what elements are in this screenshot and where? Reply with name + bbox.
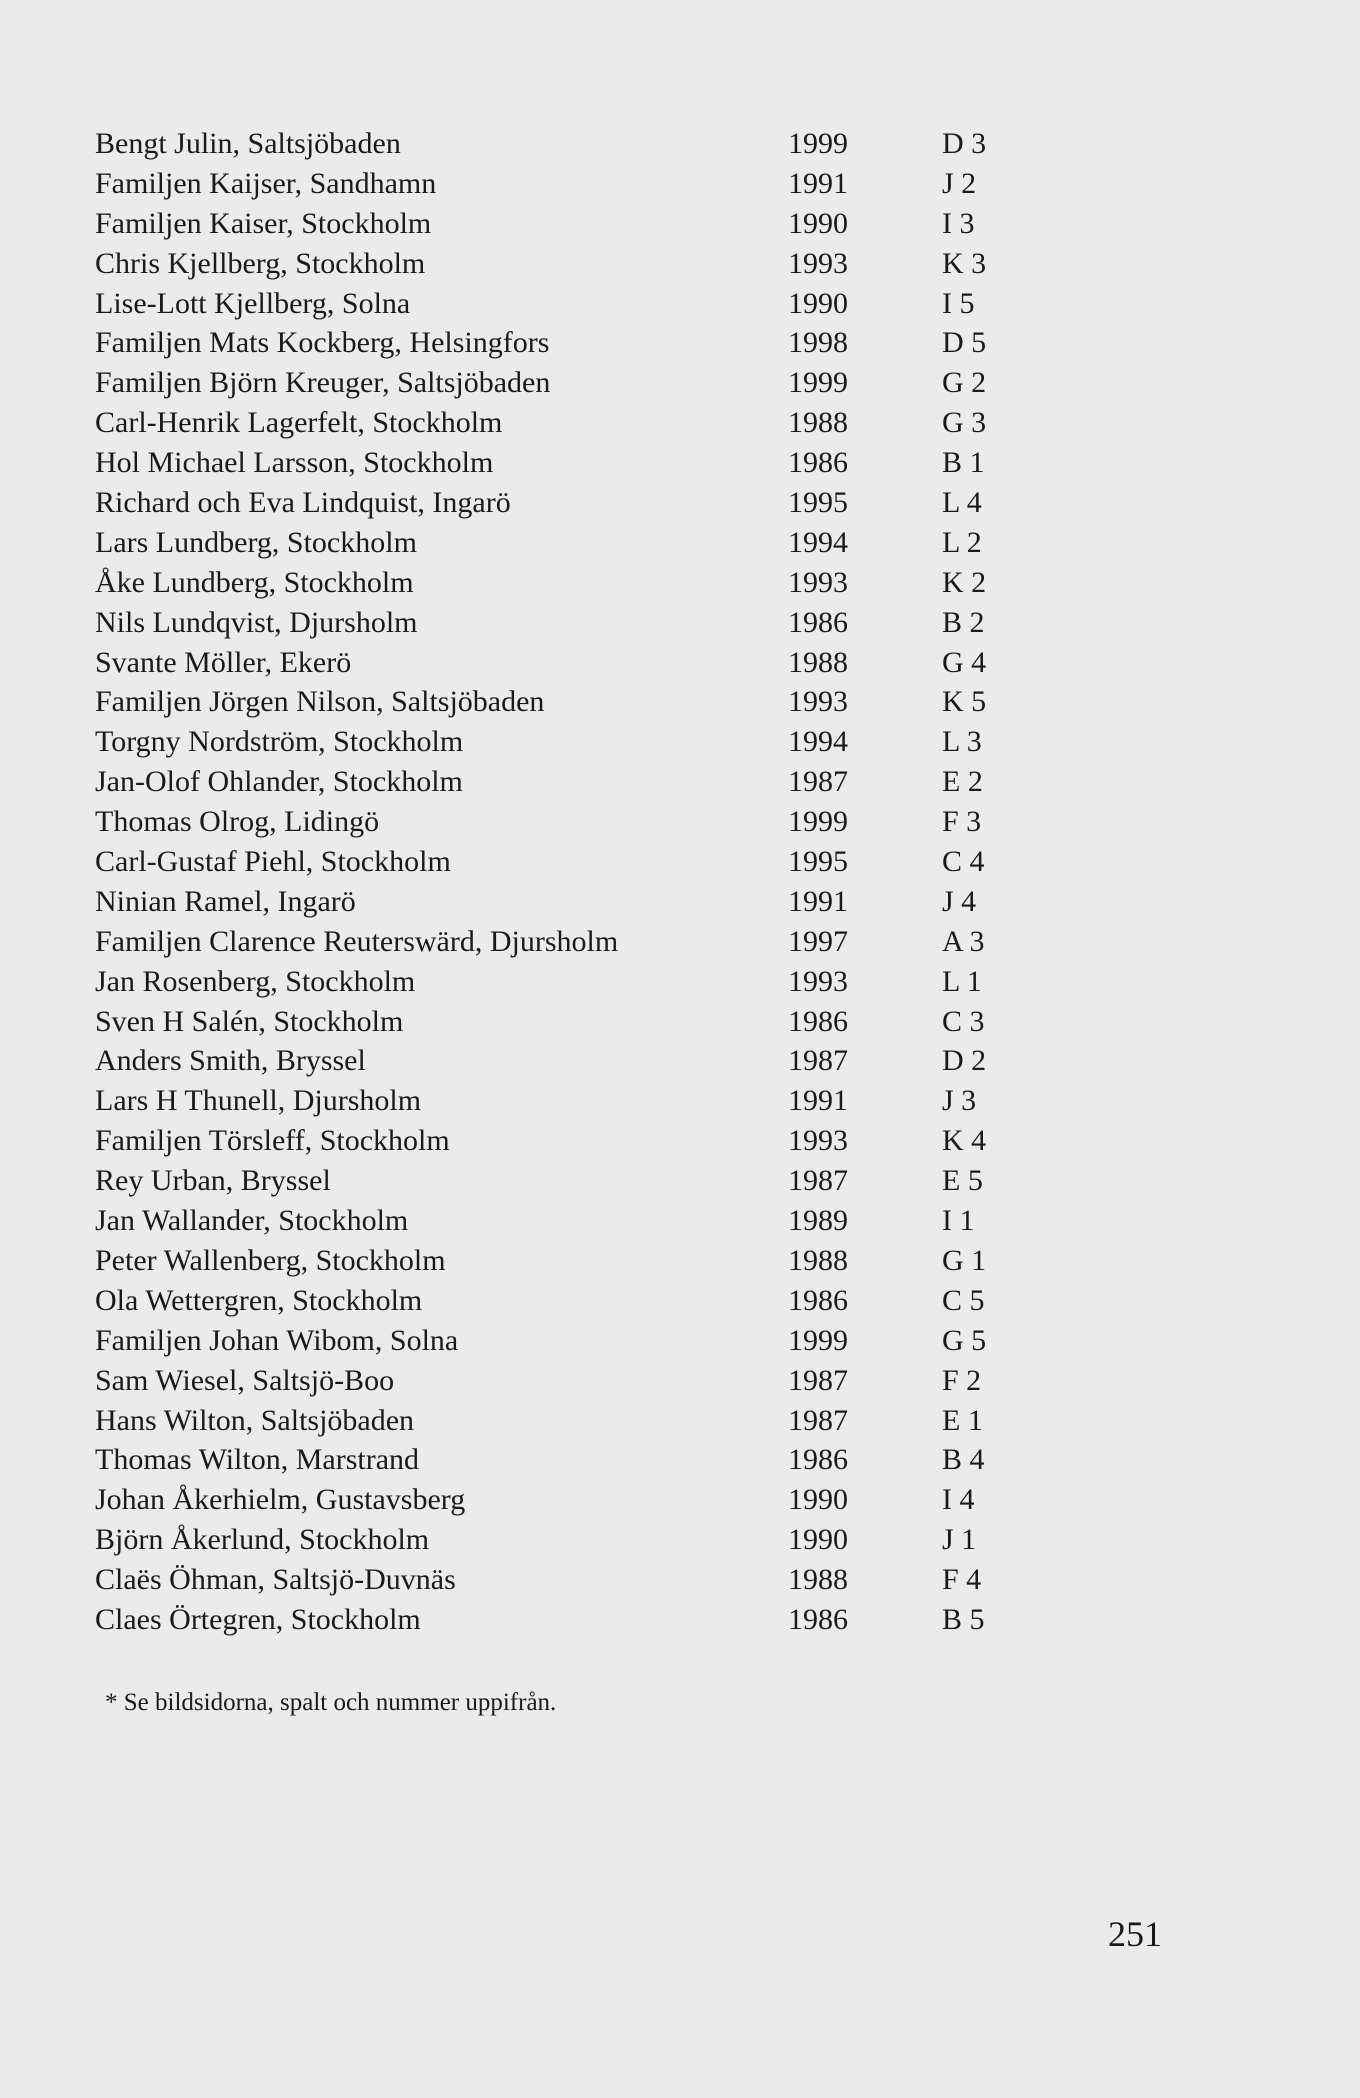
entry-position: E 2: [942, 765, 983, 799]
entry-position: K 3: [942, 246, 987, 280]
entry-year: 1997: [788, 924, 848, 958]
entry-name: Familjen Johan Wibom, Solna: [95, 1323, 459, 1357]
entry-name: Rey Urban, Bryssel: [95, 1164, 331, 1198]
list-item: [95, 962, 1055, 1002]
entry-name: Björn Åkerlund, Stockholm: [95, 1523, 430, 1557]
entry-name: Jan-Olof Ohlander, Stockholm: [95, 765, 463, 799]
entry-position: D 5: [942, 326, 987, 360]
entry-position: F 2: [942, 1363, 982, 1397]
entry-name: Lise-Lott Kjellberg, Solna: [95, 286, 411, 320]
entry-position: C 4: [942, 845, 985, 879]
entry-year: 1993: [788, 685, 848, 719]
list-item: [95, 1041, 1055, 1081]
entry-year: 1999: [788, 1323, 848, 1357]
footnote: * Se bildsidorna, spalt och nummer uppifrån.: [105, 1689, 557, 1716]
entry-position: G 4: [942, 645, 987, 679]
entry-position: J 3: [942, 1084, 977, 1118]
entry-position: L 3: [942, 725, 982, 759]
entry-name: Chris Kjellberg, Stockholm: [95, 246, 426, 280]
entry-position: I 5: [942, 286, 975, 320]
list-item: [95, 1361, 1055, 1401]
entry-position: L 4: [942, 486, 982, 520]
entry-year: 1998: [788, 326, 848, 360]
entry-position: J 4: [942, 884, 977, 918]
entry-position: L 2: [942, 525, 982, 559]
entry-year: 1988: [788, 1243, 848, 1277]
entry-year: 1990: [788, 206, 848, 240]
entry-year: 1999: [788, 366, 848, 400]
list-item: [95, 124, 1055, 164]
list-item: [95, 1281, 1055, 1321]
entry-name: Thomas Wilton, Marstrand: [95, 1443, 420, 1477]
entry-name: Jan Wallander, Stockholm: [95, 1204, 409, 1238]
entry-name: Carl-Gustaf Piehl, Stockholm: [95, 845, 451, 879]
entry-position: C 5: [942, 1283, 985, 1317]
entry-name: Jan Rosenberg, Stockholm: [95, 964, 416, 998]
entry-year: 1986: [788, 1283, 848, 1317]
page-number: 251: [1108, 1914, 1162, 1954]
entry-position: I 1: [942, 1204, 975, 1238]
entry-year: 1990: [788, 1483, 848, 1517]
entry-position: G 5: [942, 1323, 987, 1357]
entry-name: Hol Michael Larsson, Stockholm: [95, 446, 494, 480]
entry-name: Carl-Henrik Lagerfelt, Stockholm: [95, 406, 503, 440]
entry-year: 1993: [788, 1124, 848, 1158]
entry-year: 1990: [788, 1523, 848, 1557]
entry-year: 1999: [788, 805, 848, 839]
list-item: [95, 1201, 1055, 1241]
entry-name: Familjen Mats Kockberg, Helsingfors: [95, 326, 550, 360]
entry-year: 1993: [788, 565, 848, 599]
entry-position: J 1: [942, 1523, 977, 1557]
list-item: [95, 443, 1055, 483]
entry-position: I 3: [942, 206, 975, 240]
list-item: [95, 563, 1055, 603]
list-item: [95, 1241, 1055, 1281]
entry-name: Johan Åkerhielm, Gustavsberg: [95, 1483, 466, 1517]
list-item: [95, 1440, 1055, 1480]
entry-year: 1986: [788, 605, 848, 639]
entry-year: 1993: [788, 246, 848, 280]
entry-position: F 3: [942, 805, 982, 839]
entry-year: 1994: [788, 525, 848, 559]
entry-name: Anders Smith, Bryssel: [95, 1044, 366, 1078]
list-item: [95, 403, 1055, 443]
entry-position: I 4: [942, 1483, 975, 1517]
entry-year: 1986: [788, 1443, 848, 1477]
list-item: [95, 204, 1055, 244]
entry-name: Thomas Olrog, Lidingö: [95, 805, 380, 839]
list-item: [95, 682, 1055, 722]
list-item: [95, 1121, 1055, 1161]
entry-year: 1986: [788, 1004, 848, 1038]
entry-position: E 1: [942, 1403, 983, 1437]
list-item: [95, 603, 1055, 643]
entry-name: Bengt Julin, Saltsjöbaden: [95, 127, 401, 160]
entry-year: 1987: [788, 1363, 848, 1397]
entry-name: Ninian Ramel, Ingarö: [95, 884, 356, 918]
list-item: [95, 284, 1055, 324]
entry-year: 1995: [788, 845, 848, 879]
entry-year: 1991: [788, 1084, 848, 1118]
entry-year: 1987: [788, 1403, 848, 1437]
entry-position: K 5: [942, 685, 987, 719]
entry-position: B 5: [942, 1602, 985, 1636]
entry-year: 1987: [788, 1044, 848, 1078]
entry-year: 1987: [788, 765, 848, 799]
entry-name: Nils Lundqvist, Djursholm: [95, 605, 418, 639]
list-item: [95, 1560, 1055, 1600]
list-item: [95, 643, 1055, 683]
entry-position: G 3: [942, 406, 987, 440]
list-item: [95, 1002, 1055, 1042]
entry-name: Familjen Kaijser, Sandhamn: [95, 166, 437, 200]
list-item: [95, 882, 1055, 922]
entry-name: Svante Möller, Ekerö: [95, 645, 352, 679]
entry-name: Richard och Eva Lindquist, Ingarö: [95, 486, 511, 520]
list-item: [95, 922, 1055, 962]
entry-year: 1991: [788, 166, 848, 200]
entry-name: Familjen Björn Kreuger, Saltsjöbaden: [95, 366, 551, 400]
entry-year: 1994: [788, 725, 848, 759]
entry-name: Familjen Jörgen Nilson, Saltsjöbaden: [95, 685, 545, 719]
list-item: [95, 363, 1055, 403]
list-item: [95, 722, 1055, 762]
entry-year: 1989: [788, 1204, 848, 1238]
entry-name: Åke Lundberg, Stockholm: [95, 565, 414, 599]
list-item: [95, 1081, 1055, 1121]
list-item: [95, 802, 1055, 842]
entry-position: A 3: [942, 924, 985, 958]
list-item: [95, 1401, 1055, 1441]
entry-name: Lars Lundberg, Stockholm: [95, 525, 417, 559]
entry-position: B 4: [942, 1443, 985, 1477]
list-item: [95, 842, 1055, 882]
entry-year: 1993: [788, 964, 848, 998]
entry-position: B 2: [942, 605, 985, 639]
entry-position: G 1: [942, 1243, 987, 1277]
list-item: [95, 1480, 1055, 1520]
list-item: [95, 1600, 1055, 1640]
entry-year: 1988: [788, 1563, 848, 1597]
list-item: [95, 1321, 1055, 1361]
entry-name: Hans Wilton, Saltsjöbaden: [95, 1403, 415, 1437]
entry-year: 1995: [788, 486, 848, 520]
entry-position: B 1: [942, 446, 985, 480]
entry-name: Familjen Kaiser, Stockholm: [95, 206, 432, 240]
list-item: [95, 164, 1055, 204]
entry-position: K 4: [942, 1124, 987, 1158]
entry-year: 1988: [788, 645, 848, 679]
entry-name: Familjen Törsleff, Stockholm: [95, 1124, 450, 1158]
entry-position: J 2: [942, 166, 977, 200]
entry-year: 1991: [788, 884, 848, 918]
entry-position: K 2: [942, 565, 987, 599]
list-item: [95, 483, 1055, 523]
entry-position: C 3: [942, 1004, 985, 1038]
entry-name: Claës Öhman, Saltsjö-Duvnäs: [95, 1563, 456, 1597]
entry-year: 1990: [788, 286, 848, 320]
list-item: [95, 762, 1055, 802]
list-item: [95, 323, 1055, 363]
entry-name: Peter Wallenberg, Stockholm: [95, 1243, 446, 1277]
list-item: [95, 523, 1055, 563]
entry-position: E 5: [942, 1164, 983, 1198]
entry-year: 1988: [788, 406, 848, 440]
entry-name: Sam Wiesel, Saltsjö-Boo: [95, 1363, 395, 1397]
entry-position: D 2: [942, 1044, 987, 1078]
entry-name: Familjen Clarence Reuterswärd, Djursholm: [95, 924, 619, 958]
entry-year: 1987: [788, 1164, 848, 1198]
entry-name: Claes Örtegren, Stockholm: [95, 1602, 421, 1636]
list-item: [95, 244, 1055, 284]
entry-name: Sven H Salén, Stockholm: [95, 1004, 404, 1038]
entry-position: F 4: [942, 1563, 982, 1597]
list-item: [95, 1520, 1055, 1560]
entry-name: Ola Wettergren, Stockholm: [95, 1283, 423, 1317]
entry-name: Lars H Thunell, Djursholm: [95, 1084, 422, 1118]
entry-year: 1986: [788, 1602, 848, 1636]
entry-year: 1986: [788, 446, 848, 480]
donor-list: [95, 124, 1055, 1640]
entry-year: 1999: [788, 127, 848, 160]
entry-position: L 1: [942, 964, 982, 998]
entry-name: Torgny Nordström, Stockholm: [95, 725, 464, 759]
entry-position: G 2: [942, 366, 987, 400]
list-item: [95, 1161, 1055, 1201]
entry-position: D 3: [942, 127, 987, 160]
